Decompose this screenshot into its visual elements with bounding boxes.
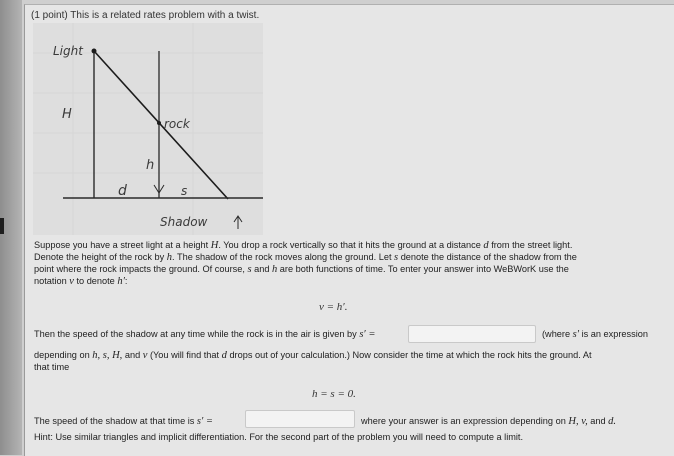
paragraph-2-line-1-suffix: (where s′ is an expression bbox=[542, 329, 648, 340]
h-label: h bbox=[146, 158, 155, 173]
shadow-label: Shadow bbox=[160, 215, 208, 229]
problem-header: (1 point) This is a related rates problem with a twist. bbox=[31, 10, 260, 21]
paragraph-2-line-3: that time bbox=[34, 362, 70, 372]
paragraph-1-line-3: point where the rock impacts the ground. Of course, s and h are both functions of time. To enter your answer into WeBWorK use the bbox=[34, 264, 569, 275]
equation-v-equals-hprime: v = h′. bbox=[319, 301, 348, 313]
hint-text: Hint: Use similar triangles and implicit differentiation. For the second part of the problem you will need to compute a limit. bbox=[34, 432, 524, 442]
paragraph-3-suffix: where your answer is an expression depending on H, v, and d. bbox=[361, 416, 617, 427]
equation-h-equals-s-equals-zero: h = s = 0. bbox=[312, 388, 356, 400]
light-label: Light bbox=[53, 44, 83, 58]
s-label: s bbox=[181, 184, 188, 198]
d-label: d bbox=[118, 183, 127, 199]
rock-point bbox=[157, 121, 161, 125]
answer-2-input[interactable] bbox=[245, 410, 355, 428]
light-point bbox=[92, 49, 97, 54]
H-label: H bbox=[62, 107, 72, 122]
paragraph-3: The speed of the shadow at that time is s′ = bbox=[34, 416, 214, 427]
paragraph-1-line-2: Denote the height of the rock by h. The shadow of the rock moves along the ground. Let s denote the distance of the shadow from the bbox=[34, 252, 577, 263]
rock-label: rock bbox=[164, 117, 190, 131]
paragraph-1-line-1: Suppose you have a street light at a height H. You drop a rock vertically so that it hits the ground at a distance d from the street light. bbox=[34, 240, 573, 251]
answer-1-input[interactable] bbox=[408, 325, 536, 343]
left-edge-marker bbox=[0, 218, 4, 234]
paragraph-2-line-1: Then the speed of the shadow at any time while the rock is in the air is given by s′ = bbox=[34, 329, 376, 340]
paragraph-2-line-2: depending on h, s, H, and v (You will find that d drops out of your calculation.) Now consider the time at which the rock hits the ground. At bbox=[34, 350, 592, 361]
problem-panel bbox=[24, 4, 674, 456]
problem-figure bbox=[33, 23, 263, 235]
paragraph-1-line-4: notation v to denote h′: bbox=[34, 276, 128, 287]
